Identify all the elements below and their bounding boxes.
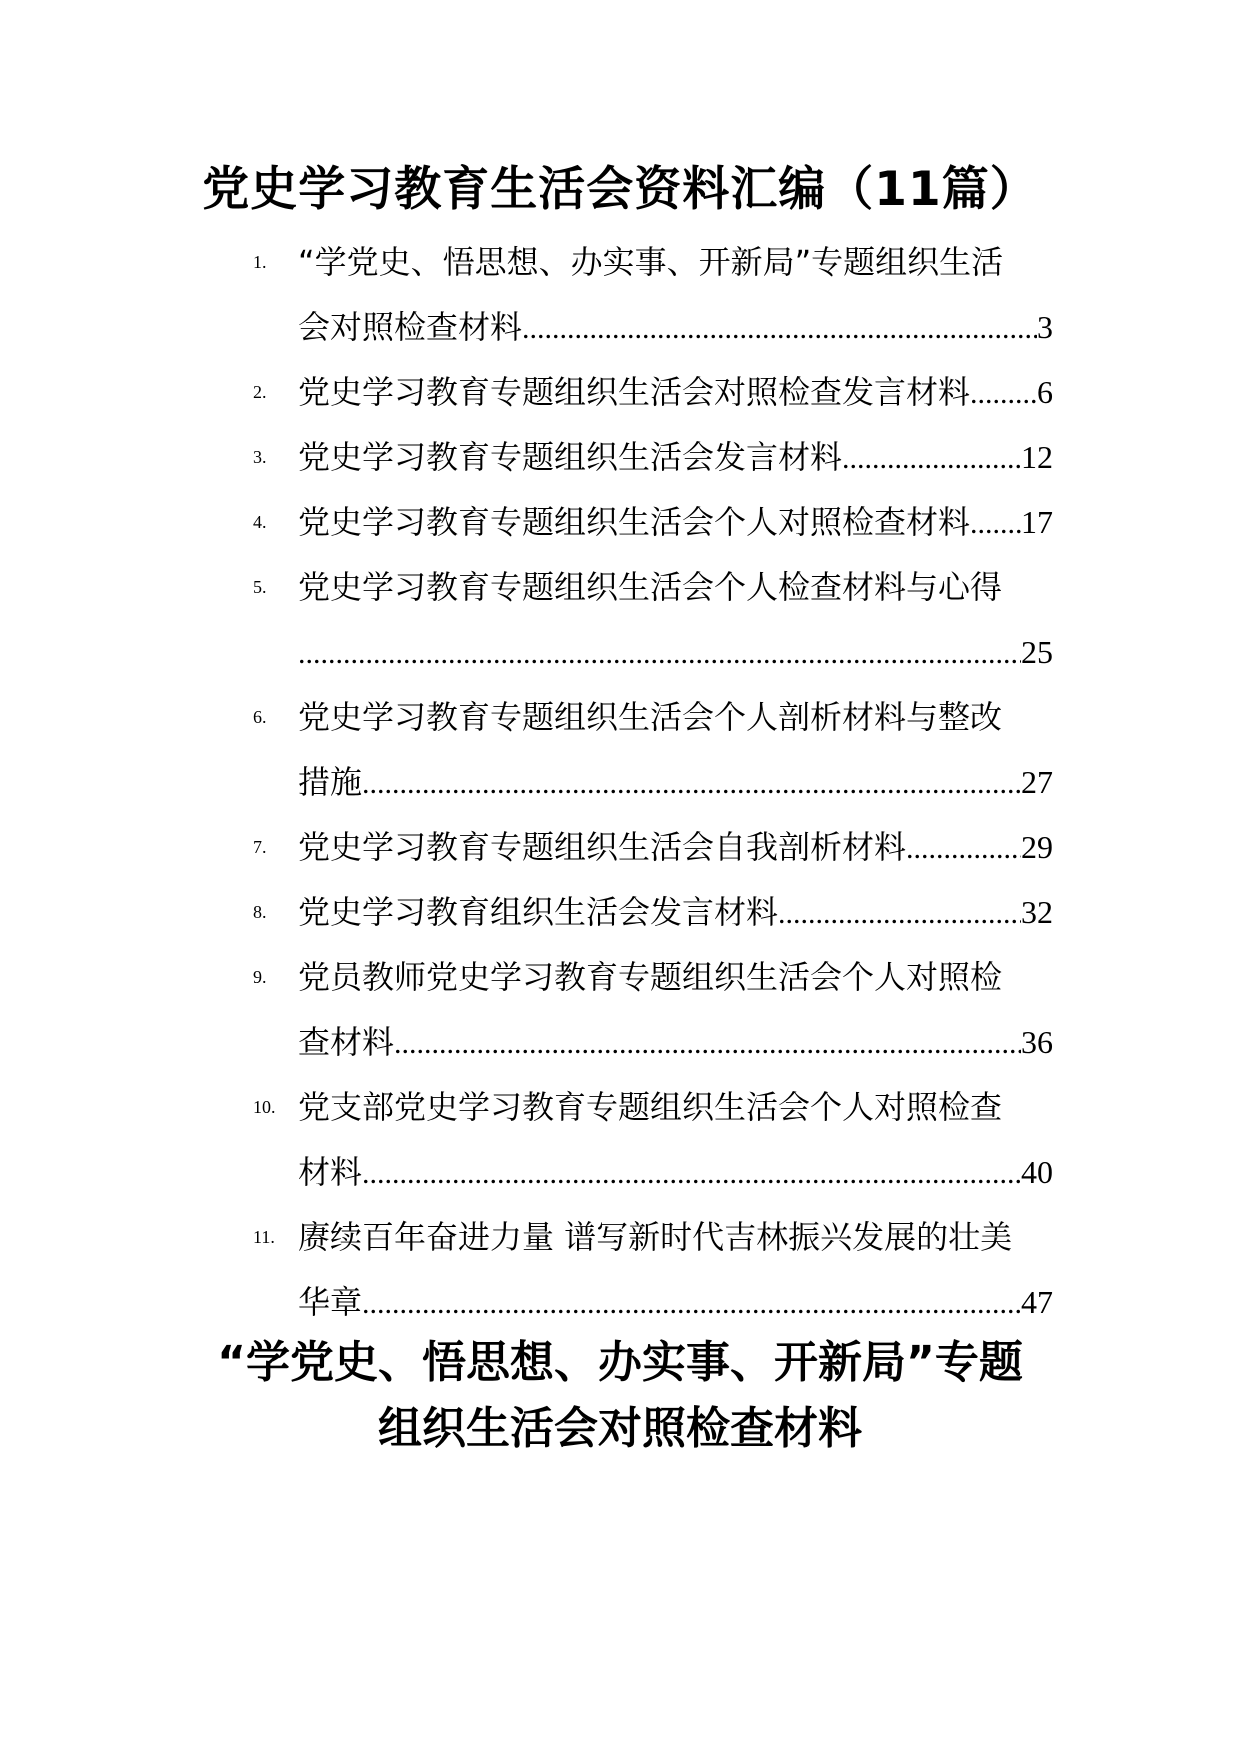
- toc-entry[interactable]: [253, 555, 1053, 685]
- toc-entry-title: 措施: [298, 763, 363, 801]
- toc-entry-title: 党支部党史学习教育专题组织生活会个人对照检查: [298, 1088, 1003, 1126]
- document-title: 党史学习教育生活会资料汇编（11篇）: [202, 162, 1038, 217]
- toc-entry-title: 党史学习教育专题组织生活会自我剖析材料: [298, 828, 907, 866]
- toc-page-number: 29: [1021, 829, 1053, 865]
- section-title-line-1: “学党史、悟思想、办实事、开新局”专题: [217, 1337, 1023, 1388]
- toc-dot-leader: [970, 491, 1021, 556]
- toc-dot-leader: [522, 296, 1037, 361]
- toc-dot-leader: [362, 1271, 1021, 1336]
- toc-entry-number: 11.: [253, 1227, 275, 1247]
- toc-entry[interactable]: [253, 945, 1053, 1075]
- toc-entry[interactable]: [253, 425, 1053, 490]
- toc-entry-title: 查材料: [298, 1023, 395, 1061]
- toc-page-number: 36: [1021, 1024, 1053, 1060]
- toc-dot-leader: [842, 426, 1021, 491]
- table-of-contents: [253, 230, 1053, 1335]
- toc-dot-leader: [394, 1011, 1021, 1076]
- toc-entry-number: 10.: [253, 1097, 276, 1117]
- toc-entry-title: 党史学习教育专题组织生活会对照检查发言材料: [298, 373, 971, 411]
- toc-entry[interactable]: [253, 490, 1053, 555]
- toc-entry[interactable]: [253, 360, 1053, 425]
- toc-entry-number: 3.: [253, 447, 267, 467]
- toc-entry-title: 党史学习教育组织生活会发言材料: [298, 893, 779, 931]
- toc-page-number: 3: [1037, 309, 1053, 345]
- toc-dot-leader: [970, 361, 1037, 426]
- toc-entry[interactable]: [253, 1075, 1053, 1205]
- toc-entry-number: 8.: [253, 902, 267, 922]
- toc-entry-number: 4.: [253, 512, 267, 532]
- toc-entry-number: 1.: [253, 252, 267, 272]
- toc-entry-title: 会对照检查材料: [298, 308, 523, 346]
- toc-page-number: 27: [1021, 764, 1053, 800]
- toc-entry-number: 7.: [253, 837, 267, 857]
- toc-page-number: 12: [1021, 439, 1053, 475]
- toc-entry[interactable]: [253, 1205, 1053, 1335]
- toc-entry-title: “学党史、悟思想、办实事、开新局”专题组织生活: [298, 243, 1004, 281]
- toc-dot-leader: [362, 1141, 1021, 1206]
- toc-dot-leader: [298, 621, 1021, 686]
- toc-entry-title: 党史学习教育专题组织生活会个人对照检查材料: [298, 503, 971, 541]
- toc-entry[interactable]: [253, 815, 1053, 880]
- toc-entry[interactable]: [253, 880, 1053, 945]
- toc-dot-leader: [362, 751, 1021, 816]
- toc-entry-title: 材料: [298, 1153, 363, 1191]
- toc-dot-leader: [778, 881, 1021, 946]
- toc-entry-title: 赓续百年奋进力量 谱写新时代吉林振兴发展的壮美: [298, 1218, 1013, 1256]
- toc-page-number: 32: [1021, 894, 1053, 930]
- toc-page-number: 6: [1037, 374, 1053, 410]
- toc-entry-title: 华章: [298, 1283, 363, 1321]
- toc-entry-number: 9.: [253, 967, 267, 987]
- toc-entry-title: 党史学习教育专题组织生活会发言材料: [298, 438, 843, 476]
- toc-entry-number: 6.: [253, 707, 267, 727]
- toc-entry-number: 5.: [253, 577, 267, 597]
- toc-entry-title: 党史学习教育专题组织生活会个人剖析材料与整改: [298, 698, 1003, 736]
- toc-page-number: 40: [1021, 1154, 1053, 1190]
- toc-entry[interactable]: [253, 685, 1053, 815]
- toc-entry-title: 党员教师党史学习教育专题组织生活会个人对照检: [298, 958, 1003, 996]
- toc-page-number: 25: [1021, 634, 1053, 670]
- toc-dot-leader: [906, 816, 1021, 881]
- toc-page-number: 17: [1021, 504, 1053, 540]
- section-title: [0, 1330, 1240, 1462]
- section-title-line-2: 组织生活会对照检查材料: [378, 1403, 862, 1454]
- toc-entry[interactable]: [253, 230, 1053, 360]
- toc-page-number: 47: [1021, 1284, 1053, 1320]
- toc-entry-title: 党史学习教育专题组织生活会个人检查材料与心得: [298, 568, 1003, 606]
- toc-entry-number: 2.: [253, 382, 267, 402]
